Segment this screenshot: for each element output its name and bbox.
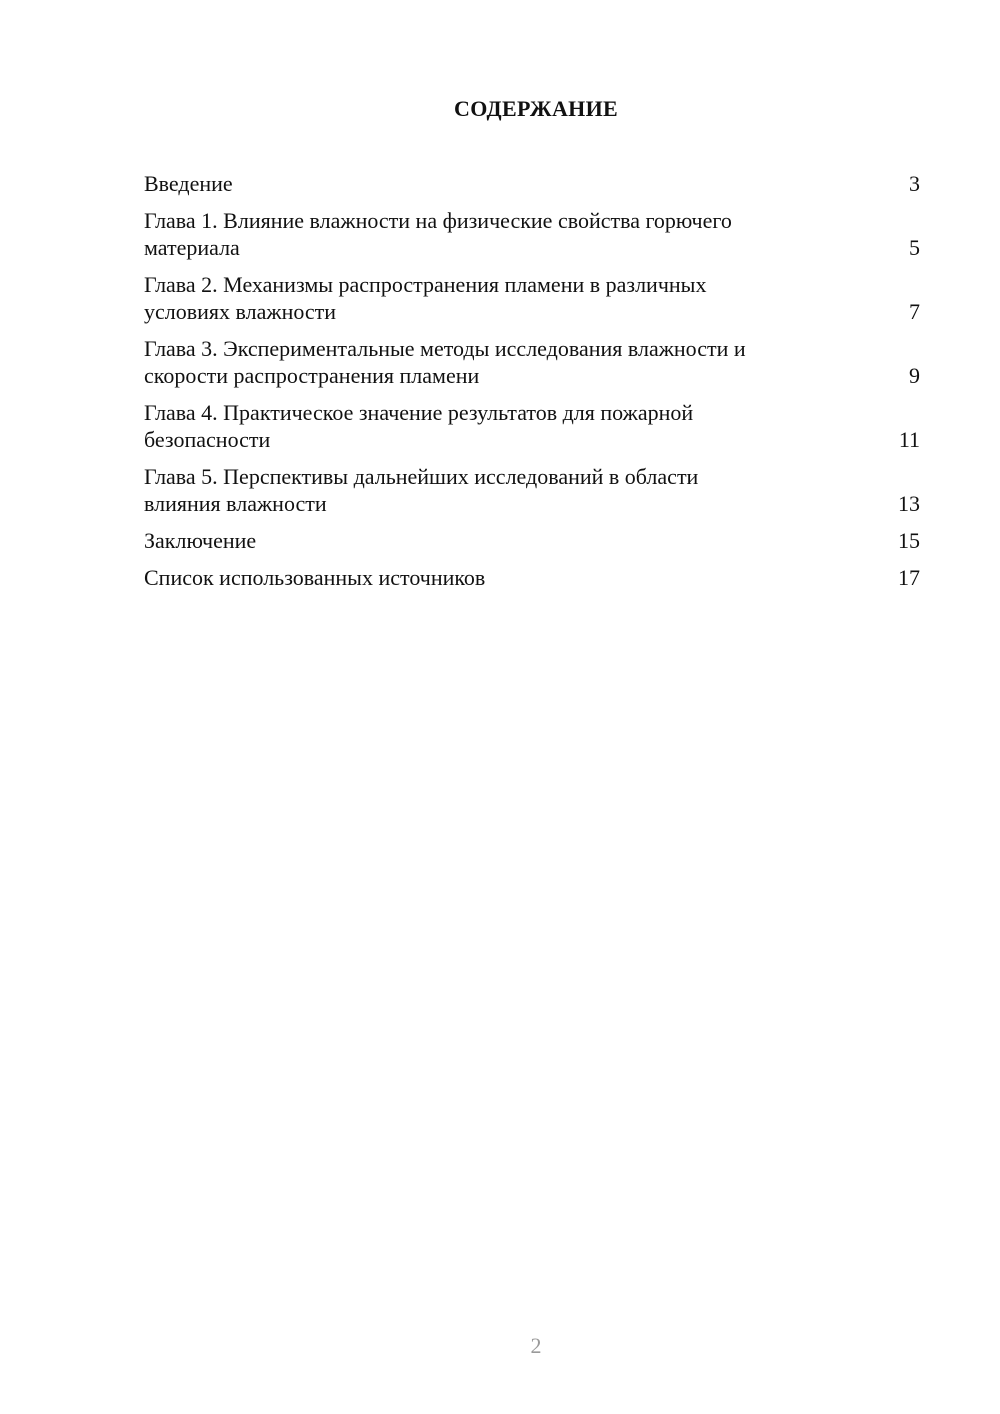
page-title: СОДЕРЖАНИЕ [454,96,618,121]
toc-entry-title: Глава 2. Механизмы распространения пламени в различных [144,272,707,297]
toc-entry-title-continued: условиях влажности [144,299,337,324]
toc-entry-page: 11 [898,427,920,452]
toc-entry-chapter-4 [144,399,920,453]
toc-entry-title-continued: влияния влажности [144,491,327,516]
toc-entry-title-continued: скорости распространения пламени [144,363,480,388]
toc-entry-chapter-3 [144,335,920,389]
toc-entry-title: Список использованных источников [144,565,486,590]
toc-entry-title: Введение [144,171,233,196]
page-number: 2 [530,1333,542,1358]
toc-entry-references [144,564,920,591]
toc-entry-page: 7 [909,299,920,324]
toc-entry-chapter-1 [144,207,920,261]
toc-entry-title: Глава 5. Перспективы дальнейших исследований в области [144,464,699,489]
toc-entry-page: 3 [909,171,920,196]
toc-entry-title: Глава 4. Практическое значение результатов для пожарной [144,400,694,425]
toc-entry-introduction [144,170,920,197]
toc-entry-page: 17 [898,565,920,590]
toc-entry-page: 15 [898,528,920,553]
toc-entry-chapter-2 [144,271,920,325]
toc-entry-chapter-5 [144,463,920,517]
toc-entry-title-continued: материала [144,235,240,260]
toc-entry-page: 9 [909,363,920,388]
toc-entry-page: 13 [898,491,920,516]
table-of-contents [144,170,920,601]
toc-entry-title-continued: безопасности [144,427,271,452]
toc-entry-title: Заключение [144,528,257,553]
toc-entry-page: 5 [909,235,920,260]
toc-entry-title: Глава 3. Экспериментальные методы исследования влажности и [144,336,746,361]
toc-entry-conclusion [144,527,920,554]
toc-entry-title: Глава 1. Влияние влажности на физические свойства горючего [144,208,732,233]
